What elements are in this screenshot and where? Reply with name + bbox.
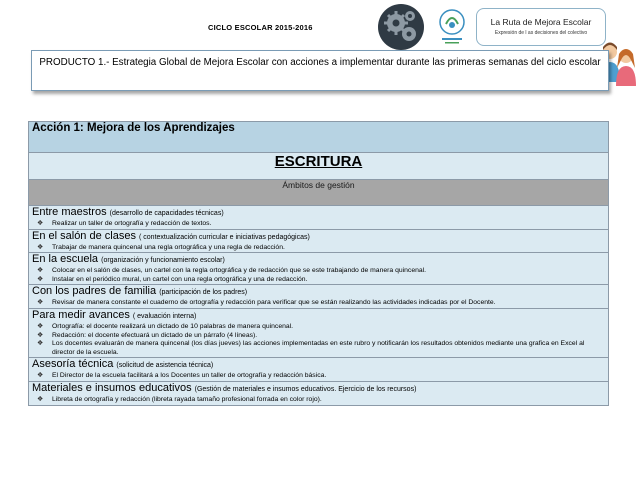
- diamond-bullet-icon: ❖: [37, 267, 44, 275]
- section-items: [32, 267, 605, 284]
- section-title-text: Materiales e insumos educativos: [32, 381, 195, 394]
- section-item-text: Ortografía: el docente realizará un dictado de 10 palabras de manera quincenal.: [52, 322, 294, 330]
- section-title: [32, 358, 605, 372]
- section-items: [32, 244, 605, 253]
- section-items: [32, 323, 605, 357]
- diamond-bullet-icon: ❖: [37, 322, 44, 330]
- accion-cell: Acción 1: Mejora de los Aprendizajes: [29, 122, 609, 153]
- section-title: [32, 285, 605, 299]
- section-item-text: Redacción: el docente efectuará un dictado de un párrafo (4 líneas).: [52, 331, 258, 339]
- area-row: [29, 153, 609, 180]
- diamond-bullet-icon: ❖: [37, 299, 44, 307]
- strategy-table: [28, 121, 609, 406]
- section-item: [32, 323, 605, 332]
- section-row: [29, 308, 609, 357]
- section-subtitle: (participación de los padres): [159, 289, 248, 297]
- accion-row: [29, 122, 609, 153]
- section-items: [32, 299, 605, 308]
- ambitos-cell: Ámbitos de gestión: [29, 180, 609, 206]
- section-title: [32, 309, 605, 323]
- section-items: [32, 220, 605, 229]
- section-subtitle: ( evaluación interna): [132, 312, 197, 320]
- section-item: [32, 267, 605, 276]
- section-title-text: Con los padres de familia: [32, 285, 160, 298]
- section-subtitle: (organización y funcionamiento escolar): [101, 257, 225, 265]
- section-title-text: Asesoría técnica: [32, 358, 117, 371]
- section-item: [32, 276, 605, 285]
- section-row: [29, 358, 609, 382]
- section-item: [32, 372, 605, 381]
- school-logo-icon: [438, 6, 466, 46]
- section-item-text: Realizar un taller de ortografía y redacción de textos.: [52, 220, 212, 227]
- section-item: [32, 340, 605, 357]
- cycle-title: CICLO ESCOLAR 2015-2016: [208, 23, 313, 32]
- section-row: [29, 229, 609, 253]
- section-item-text: Libreta de ortografía y redacción (libreta rayada tamaño profesional forrada en color rojo).: [52, 395, 322, 403]
- section-cell: [29, 358, 609, 382]
- ruta-mejora-box: [476, 8, 606, 46]
- section-title-text: En la escuela: [32, 253, 102, 266]
- section-title: [32, 206, 605, 220]
- section-row: [29, 253, 609, 285]
- section-item-text: Colocar en el salón de clases, un cartel con la regla ortográfica y de redacción que se este trabajando de manera quincenal.: [52, 267, 427, 275]
- diamond-bullet-icon: ❖: [37, 395, 44, 403]
- diamond-bullet-icon: ❖: [37, 243, 44, 251]
- section-title: [32, 382, 605, 396]
- section-cell: [29, 285, 609, 309]
- diamond-bullet-icon: ❖: [37, 340, 44, 348]
- diamond-bullet-icon: ❖: [37, 372, 44, 380]
- section-item: [32, 244, 605, 253]
- ruta-title: La Ruta de Mejora Escolar: [490, 17, 592, 27]
- diamond-bullet-icon: ❖: [37, 331, 44, 339]
- section-item: [32, 299, 605, 308]
- section-row: [29, 285, 609, 309]
- section-subtitle: (solicitud de asistencia técnica): [116, 362, 214, 370]
- product-box: PRODUCTO 1.- Estrategia Global de Mejora Escolar con acciones a implementar durante las primeras semanas del ciclo escolar: [31, 50, 609, 91]
- section-cell: [29, 206, 609, 230]
- section-cell: [29, 308, 609, 357]
- section-title: [32, 253, 605, 267]
- section-title-text: En el salón de clases: [32, 229, 140, 242]
- section-item-text: Trabajar de manera quincenal una regla ortográfica y una regla de redacción.: [52, 243, 285, 251]
- section-item: [32, 396, 605, 405]
- section-subtitle: (desarrollo de capacidades técnicas): [109, 210, 224, 217]
- section-item: [32, 220, 605, 229]
- section-item-text: Los docentes evaluarán de manera quincenal (los días jueves) las acciones implementadas en este rubro y notificarán los resultados obtenidos mediante una grafica en Excel al director de la escuela.: [52, 340, 585, 356]
- diamond-bullet-icon: ❖: [37, 220, 44, 227]
- section-subtitle: ( contextualización curricular e iniciativas pedagógicas): [139, 233, 310, 241]
- section-title: [32, 230, 605, 244]
- section-items: [32, 396, 605, 405]
- section-cell: [29, 253, 609, 285]
- section-cell: [29, 229, 609, 253]
- section-item-text: El Director de la escuela facilitará a los Docentes un taller de ortografía y redacción básica.: [52, 372, 327, 380]
- section-row: [29, 206, 609, 230]
- ambitos-row: [29, 180, 609, 206]
- section-item-text: Revisar de manera constante el cuaderno de ortografía y redacción para verificar que se están realizando las actividades indicadas por el Docente.: [52, 299, 496, 307]
- section-row: [29, 381, 609, 405]
- gears-icon: [372, 3, 430, 51]
- section-item: [32, 332, 605, 341]
- section-title-text: Entre maestros: [32, 206, 110, 218]
- section-cell: [29, 381, 609, 405]
- area-cell: ESCRITURA: [29, 153, 609, 180]
- section-items: [32, 372, 605, 381]
- diamond-bullet-icon: ❖: [37, 275, 44, 283]
- ruta-subtitle: Expresión de l as decisiones del colectivo: [494, 30, 588, 36]
- section-item-text: Instalar en el periódico mural, un cartel con una regla ortográfica y una de redacción.: [52, 275, 308, 283]
- section-title-text: Para medir avances: [32, 308, 133, 321]
- section-subtitle: (Gestión de materiales e insumos educativos. Ejercicio de los recursos): [194, 385, 417, 393]
